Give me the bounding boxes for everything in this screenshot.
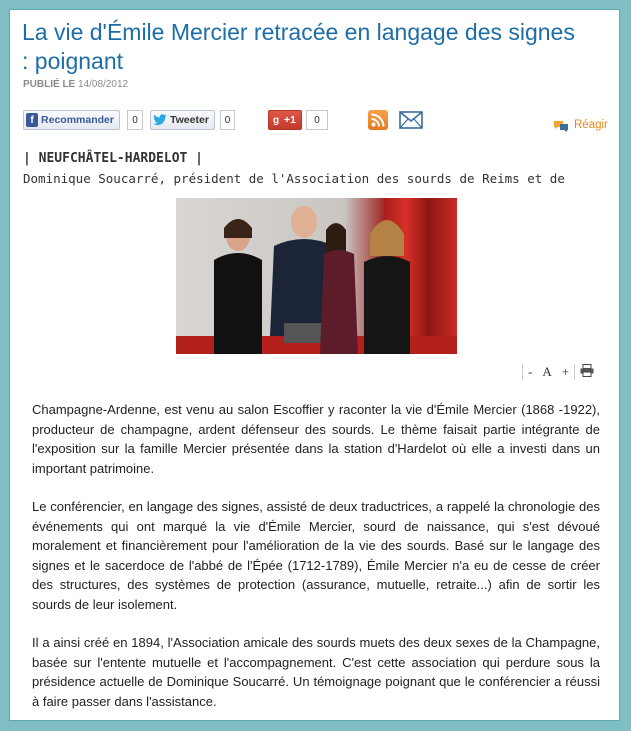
published-date: 14/08/2012 (78, 79, 129, 90)
twitter-bird-icon (153, 113, 167, 127)
tweet-button[interactable] (150, 110, 215, 130)
article-card (9, 9, 620, 721)
facebook-recommend-button[interactable] (23, 110, 120, 130)
article-photo (176, 198, 457, 354)
article-lead: Dominique Soucarré, président de l'Association des sourds de Reims et de (23, 171, 565, 186)
reagir-label: Réagir (574, 119, 608, 131)
gplus-count: 0 (306, 110, 328, 130)
publication-date (23, 79, 128, 90)
facebook-count: 0 (127, 110, 143, 130)
gplus-label: +1 (284, 114, 296, 126)
facebook-icon: f (26, 113, 38, 127)
reagir-link[interactable] (553, 119, 608, 131)
tweet-label: Tweeter (170, 114, 209, 126)
paragraph: Il a ainsi créé en 1894, l'Association amicale des sourds muets des deux sexes de la Champagne, basée sur l'entente mutuelle et l'accompagnement. C'est cette association qui perdure sous la présidence actuelle de Dominique Soucarré. Un témoignage poignant que le conférencier a réussi à faire passer dans l'assistance. (32, 635, 600, 709)
published-label: PUBLIÉ LE (23, 79, 76, 90)
printer-icon[interactable] (575, 364, 599, 381)
article-body (32, 400, 600, 721)
tweet-count: 0 (220, 110, 235, 130)
google-plus-one-button[interactable] (268, 110, 302, 130)
comment-bubbles-icon (553, 120, 569, 131)
font-size-label: A (542, 364, 552, 379)
paragraph: Le conférencier, en langage des signes, assisté de deux traductrices, a rappelé la chronologie des événements qui ont marqué la vie d'Émile Mercier, sourd de naissance, qui s'est dévoué moralement et financièrement pour l'amélioration de la vie des sourds. Basé sur le langage des signes et le sacerdoce de l'abbé de l'Épée (1712-1789), Émile Mercier n'a eu de cesse de créer des structures, des systèmes de protection (assurance, mutuelle, retraite...) afin de sortir les sourds de leur isolement. (32, 499, 600, 612)
google-plus-icon: g (272, 114, 280, 126)
location-kicker: | NEUFCHÂTEL-HARDELOT | (23, 151, 204, 166)
facebook-label: Recommander (41, 114, 114, 126)
increase-font-button[interactable]: + (561, 364, 570, 379)
article-title: La vie d'Émile Mercier retracée en langage des signes : poignant (22, 19, 575, 74)
rss-icon[interactable] (368, 110, 388, 130)
envelope-icon[interactable] (399, 110, 423, 135)
decrease-font-button[interactable]: - (528, 364, 533, 379)
article-tools (522, 363, 599, 381)
paragraph: Champagne-Ardenne, est venu au salon Escoffier y raconter la vie d'Émile Mercier (1868 -1922), producteur de champagne, ardent défenseur des sourds. Le thème faisait partie intégrante de l'exposition sur la famille Mercier présentée dans la station d'Hardelot où elle a investi dans un important patrimoine. (32, 402, 600, 476)
